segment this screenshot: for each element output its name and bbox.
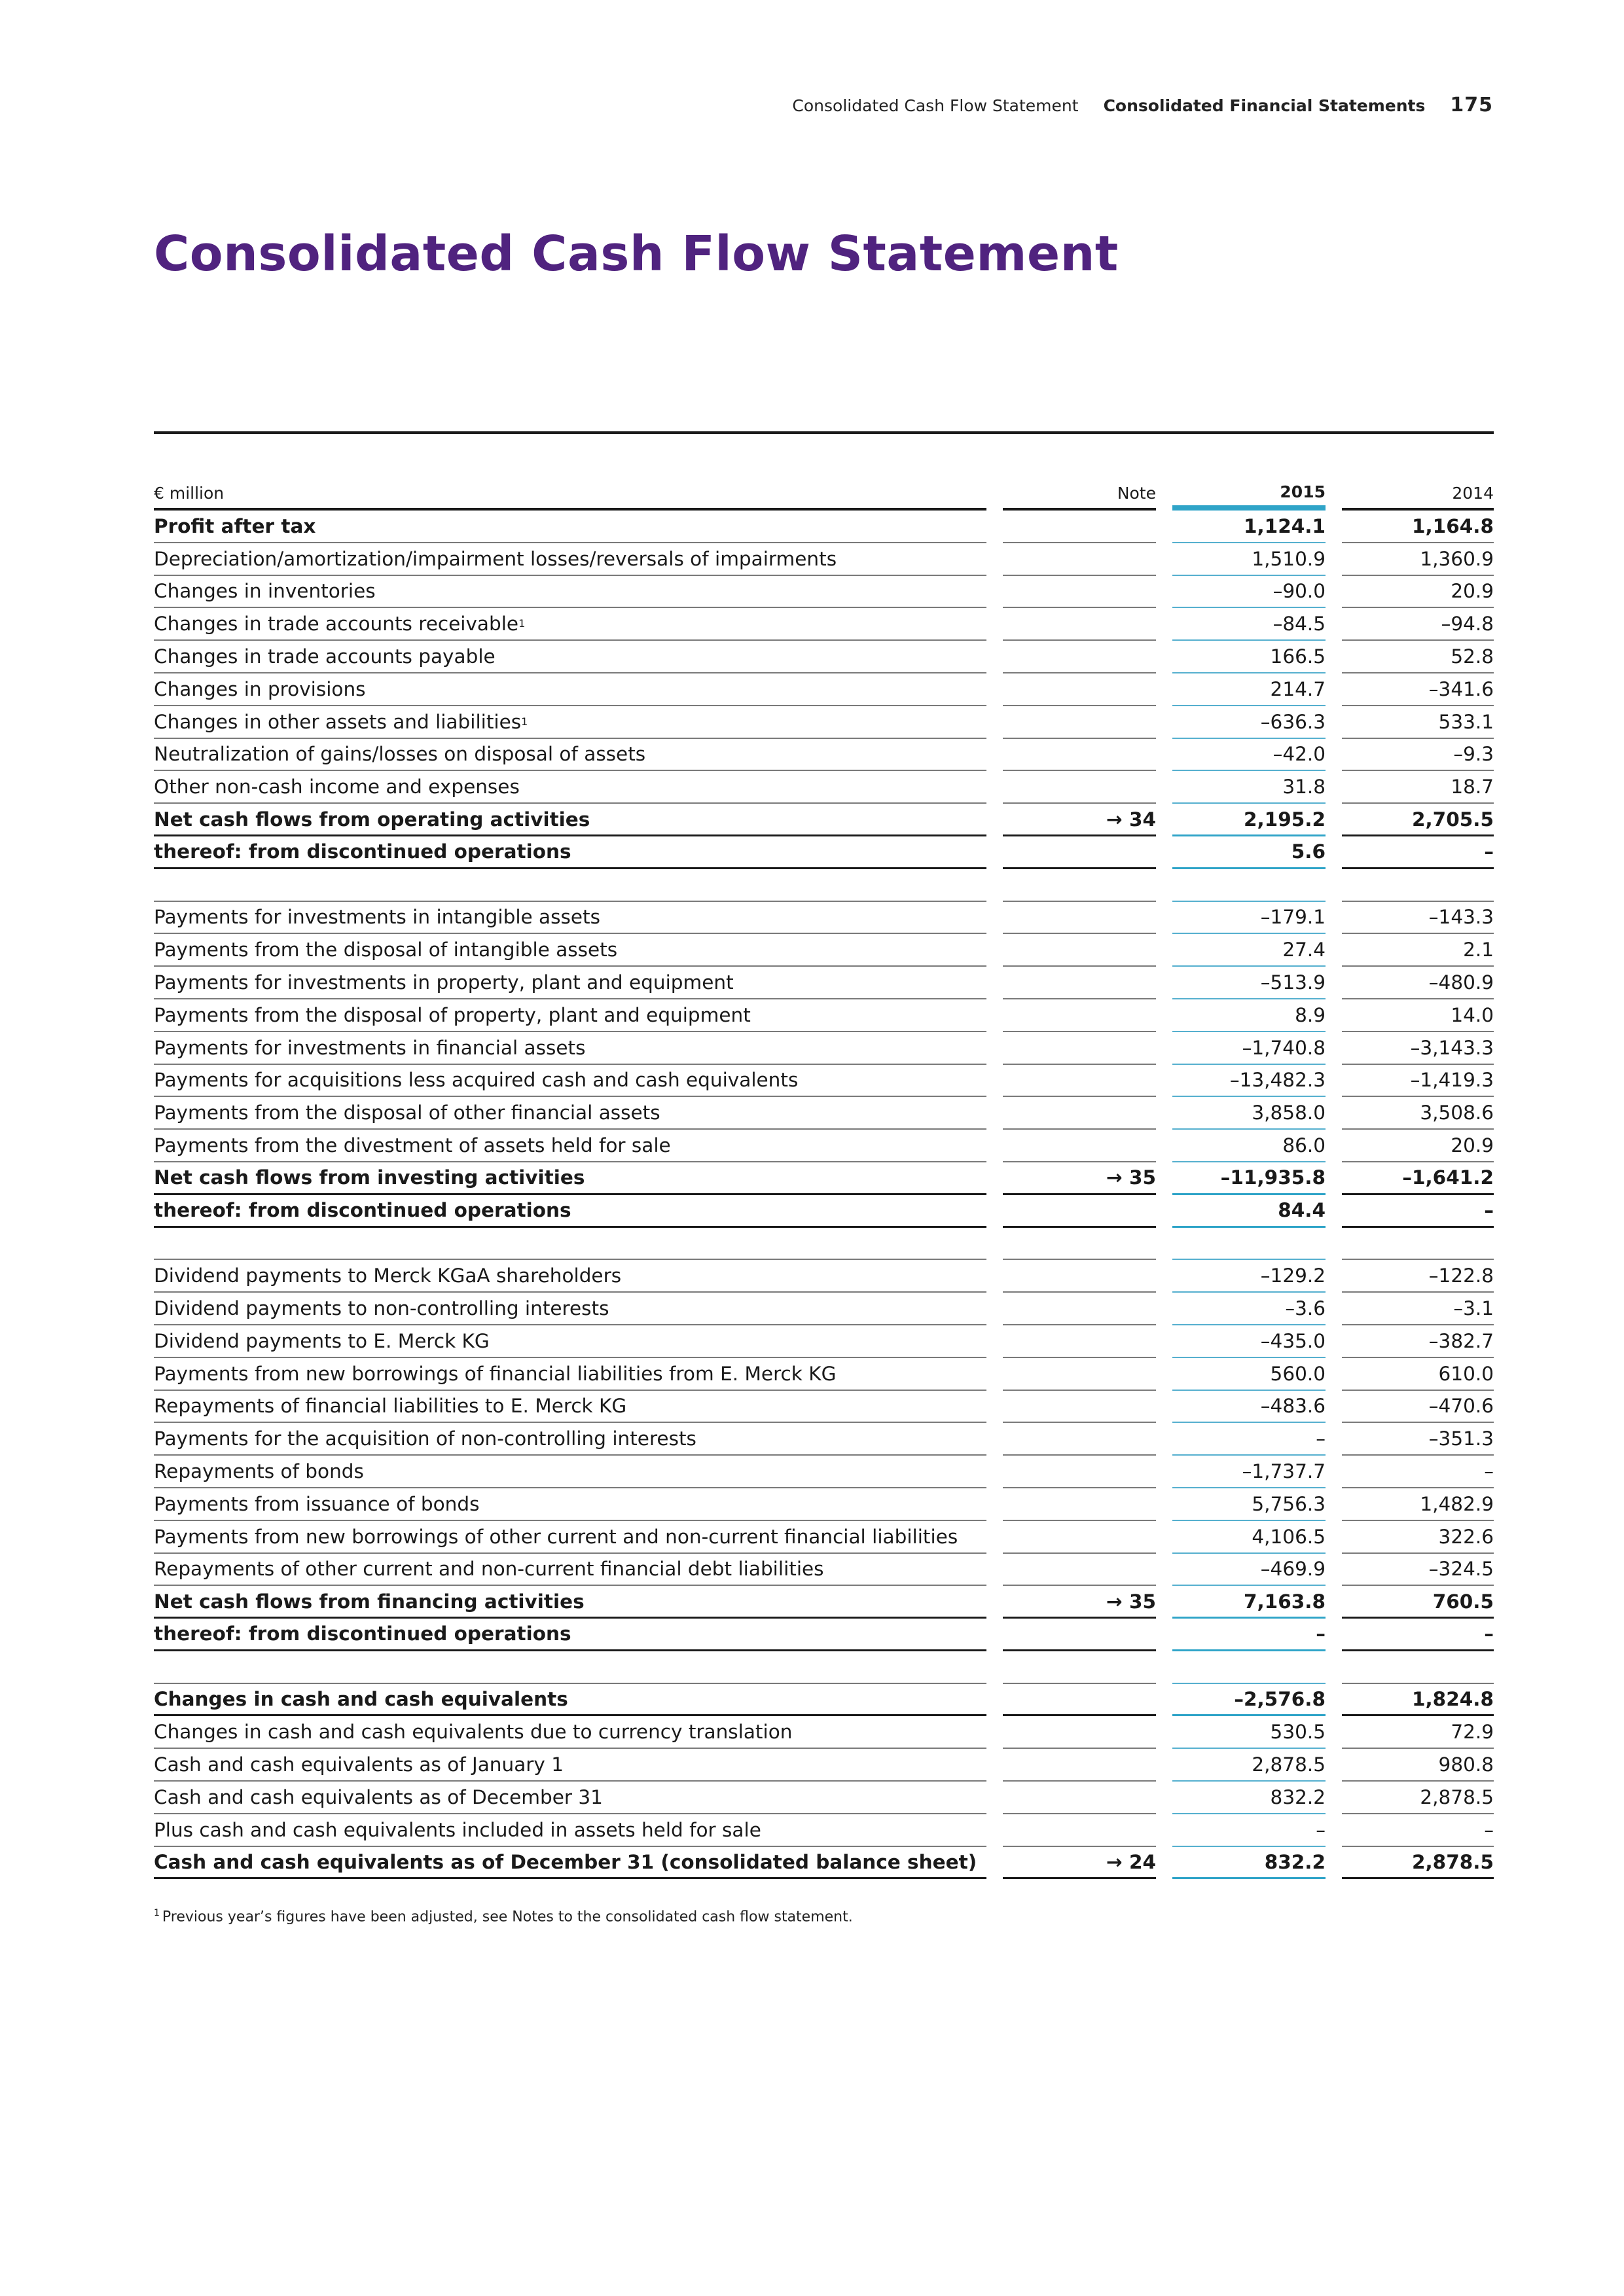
row-label-text: Payments for investments in intangible assets	[154, 906, 600, 929]
row-label	[154, 999, 986, 1032]
row-value-2014: 72.9	[1342, 1716, 1494, 1749]
row-value-2015: –	[1172, 1814, 1326, 1847]
row-label-text: Payments from the disposal of property, plant and equipment	[154, 1003, 751, 1026]
row-label	[154, 1162, 986, 1195]
row-value-2014: –1,641.2	[1342, 1162, 1494, 1195]
row-value-2014: –1,419.3	[1342, 1065, 1494, 1098]
table-row	[154, 673, 1494, 706]
table-row	[154, 1456, 1494, 1488]
row-label	[154, 1488, 986, 1521]
row-label-text: Dividend payments to non-controlling interests	[154, 1297, 609, 1320]
table-row	[154, 1032, 1494, 1065]
row-value-2014: –470.6	[1342, 1391, 1494, 1424]
row-value-2015	[1172, 1228, 1326, 1261]
row-label-text: Payments from the disposal of intangible assets	[154, 939, 618, 961]
cash-flow-table	[154, 478, 1494, 1879]
row-value-2014: –3,143.3	[1342, 1032, 1494, 1065]
row-note: → 34	[1003, 804, 1156, 836]
row-label	[154, 739, 986, 772]
row-label-text: Payments from new borrowings of other current and non-current financial liabilities	[154, 1525, 958, 1548]
row-note	[1003, 1456, 1156, 1488]
row-value-2014: 533.1	[1342, 706, 1494, 739]
row-label	[154, 1651, 986, 1684]
row-note	[1003, 1195, 1156, 1228]
footnote-mark: 1	[154, 1908, 160, 1918]
row-value-2015	[1172, 869, 1326, 902]
row-value-2014: 322.6	[1342, 1521, 1494, 1554]
table-row	[154, 641, 1494, 673]
row-value-2015: 2,878.5	[1172, 1749, 1326, 1782]
row-label	[154, 543, 986, 576]
row-note	[1003, 1684, 1156, 1717]
row-label	[154, 673, 986, 706]
header-note: Note	[1003, 478, 1156, 511]
row-label	[154, 836, 986, 869]
row-value-2014: 3,508.6	[1342, 1097, 1494, 1130]
row-value-2014: 1,360.9	[1342, 543, 1494, 576]
row-label	[154, 1814, 986, 1847]
running-header	[792, 94, 1493, 116]
table-row	[154, 1488, 1494, 1521]
table-row	[154, 739, 1494, 772]
row-note	[1003, 576, 1156, 609]
table-row	[154, 1619, 1494, 1651]
row-note	[1003, 771, 1156, 804]
row-label-text: Repayments of bonds	[154, 1460, 364, 1482]
row-value-2015: –42.0	[1172, 739, 1326, 772]
row-label-text: Cash and cash equivalents as of January 1	[154, 1753, 564, 1776]
row-label	[154, 1847, 986, 1880]
row-label	[154, 1032, 986, 1065]
row-value-2014: –143.3	[1342, 902, 1494, 935]
row-note	[1003, 1065, 1156, 1098]
row-label	[154, 511, 986, 543]
row-value-2014: 14.0	[1342, 999, 1494, 1032]
row-label	[154, 869, 986, 902]
row-label	[154, 1358, 986, 1391]
row-value-2015: –129.2	[1172, 1260, 1326, 1293]
row-note	[1003, 1716, 1156, 1749]
table-row	[154, 1293, 1494, 1325]
row-label	[154, 1456, 986, 1488]
row-value-2014: 52.8	[1342, 641, 1494, 673]
table-row	[154, 999, 1494, 1032]
table-row	[154, 1716, 1494, 1749]
row-value-2014: 760.5	[1342, 1586, 1494, 1619]
row-note	[1003, 1554, 1156, 1587]
row-value-2014: –	[1342, 836, 1494, 869]
row-label	[154, 1228, 986, 1261]
row-note	[1003, 1488, 1156, 1521]
row-note: → 35	[1003, 1586, 1156, 1619]
row-note	[1003, 1228, 1156, 1261]
table-row	[154, 804, 1494, 836]
row-label-text: thereof: from discontinued operations	[154, 840, 571, 863]
row-label-text: Payments from issuance of bonds	[154, 1492, 480, 1515]
row-note	[1003, 608, 1156, 641]
row-value-2015: –469.9	[1172, 1554, 1326, 1587]
row-note	[1003, 1260, 1156, 1293]
row-note	[1003, 1097, 1156, 1130]
row-label-text: Cash and cash equivalents as of December 31	[154, 1785, 603, 1808]
row-value-2015: –	[1172, 1619, 1326, 1651]
row-label-text: Changes in inventories	[154, 580, 376, 603]
row-value-2015: –179.1	[1172, 902, 1326, 935]
row-value-2014: –94.8	[1342, 608, 1494, 641]
row-label	[154, 902, 986, 935]
row-note	[1003, 1782, 1156, 1814]
table-row	[154, 1423, 1494, 1456]
row-label-text: Changes in trade accounts payable	[154, 645, 496, 668]
row-value-2015: 5,756.3	[1172, 1488, 1326, 1521]
row-label	[154, 1782, 986, 1814]
table-row	[154, 1391, 1494, 1424]
row-label-text: Plus cash and cash equivalents included in assets held for sale	[154, 1818, 761, 1841]
row-value-2015: 1,510.9	[1172, 543, 1326, 576]
row-label-text: Payments for acquisitions less acquired cash and cash equivalents	[154, 1069, 799, 1092]
row-value-2014: –9.3	[1342, 739, 1494, 772]
row-note	[1003, 1325, 1156, 1358]
row-value-2014: –	[1342, 1814, 1494, 1847]
row-value-2014: –382.7	[1342, 1325, 1494, 1358]
row-value-2015: 4,106.5	[1172, 1521, 1326, 1554]
row-value-2015: 3,858.0	[1172, 1097, 1326, 1130]
row-label-text: Repayments of other current and non-current financial debt liabilities	[154, 1558, 824, 1581]
row-value-2015: 832.2	[1172, 1847, 1326, 1880]
row-label-text: Net cash flows from investing activities	[154, 1166, 585, 1189]
row-label-text: Profit after tax	[154, 514, 316, 537]
row-value-2014	[1342, 1228, 1494, 1261]
row-label	[154, 1423, 986, 1456]
row-note	[1003, 1651, 1156, 1684]
row-label-text: Changes in other assets and liabilities	[154, 710, 522, 733]
row-label	[154, 1195, 986, 1228]
row-label	[154, 1749, 986, 1782]
row-label-text: Payments for investments in property, plant and equipment	[154, 971, 734, 994]
row-label	[154, 1391, 986, 1424]
row-label-text: Depreciation/amortization/impairment losses/reversals of impairments	[154, 547, 837, 570]
row-value-2015: 2,195.2	[1172, 804, 1326, 836]
row-note	[1003, 869, 1156, 902]
spacer-row	[154, 1651, 1494, 1684]
row-label-text: Payments from the divestment of assets held for sale	[154, 1134, 671, 1157]
row-value-2015: –636.3	[1172, 706, 1326, 739]
row-label-text: Payments for the acquisition of non-controlling interests	[154, 1427, 696, 1450]
row-value-2015: 8.9	[1172, 999, 1326, 1032]
row-value-2014: 2,705.5	[1342, 804, 1494, 836]
table-row	[154, 1782, 1494, 1814]
table-row	[154, 1521, 1494, 1554]
row-label	[154, 1260, 986, 1293]
header-year-2014: 2014	[1342, 478, 1494, 511]
row-value-2014: 610.0	[1342, 1358, 1494, 1391]
row-label-text: Neutralization of gains/losses on disposal of assets	[154, 743, 646, 766]
row-value-2014: –122.8	[1342, 1260, 1494, 1293]
row-value-2014: 2,878.5	[1342, 1782, 1494, 1814]
row-label	[154, 804, 986, 836]
row-value-2014: 2,878.5	[1342, 1847, 1494, 1880]
row-label-text: Other non-cash income and expenses	[154, 776, 520, 798]
row-value-2014: –324.5	[1342, 1554, 1494, 1587]
row-label	[154, 771, 986, 804]
row-value-2015	[1172, 1651, 1326, 1684]
row-note	[1003, 902, 1156, 935]
table-row	[154, 1684, 1494, 1717]
row-value-2014: 20.9	[1342, 576, 1494, 609]
row-value-2014: –	[1342, 1195, 1494, 1228]
row-label	[154, 1293, 986, 1325]
row-note: → 24	[1003, 1847, 1156, 1880]
row-value-2015: –483.6	[1172, 1391, 1326, 1424]
row-note	[1003, 967, 1156, 999]
row-label-text: Cash and cash equivalents as of December 31 (consolidated balance sheet)	[154, 1851, 977, 1874]
row-note: → 35	[1003, 1162, 1156, 1195]
row-note	[1003, 641, 1156, 673]
row-value-2015: –11,935.8	[1172, 1162, 1326, 1195]
row-value-2014: –351.3	[1342, 1423, 1494, 1456]
row-value-2015: –1,737.7	[1172, 1456, 1326, 1488]
row-note	[1003, 836, 1156, 869]
row-value-2015: 27.4	[1172, 934, 1326, 967]
row-value-2015: –13,482.3	[1172, 1065, 1326, 1098]
row-label-text: Payments from the disposal of other financial assets	[154, 1102, 660, 1124]
table-row	[154, 511, 1494, 543]
footnote	[154, 1908, 853, 1925]
table-row	[154, 706, 1494, 739]
table-row	[154, 1325, 1494, 1358]
table-row	[154, 576, 1494, 609]
row-label-text: Net cash flows from operating activities	[154, 808, 590, 831]
spacer-row	[154, 1228, 1494, 1261]
row-note	[1003, 1749, 1156, 1782]
row-value-2015: –513.9	[1172, 967, 1326, 999]
table-row	[154, 1097, 1494, 1130]
top-rule	[154, 431, 1494, 434]
row-note	[1003, 1423, 1156, 1456]
row-note	[1003, 1293, 1156, 1325]
row-note	[1003, 1391, 1156, 1424]
row-value-2014: 2.1	[1342, 934, 1494, 967]
row-note	[1003, 999, 1156, 1032]
table-row	[154, 836, 1494, 869]
row-label	[154, 1554, 986, 1587]
row-value-2014: –3.1	[1342, 1293, 1494, 1325]
row-label	[154, 1619, 986, 1651]
row-label	[154, 1586, 986, 1619]
row-label-text: Changes in cash and cash equivalents	[154, 1688, 568, 1711]
row-value-2015: 5.6	[1172, 836, 1326, 869]
table-row	[154, 1162, 1494, 1195]
table-row	[154, 967, 1494, 999]
row-value-2014: –480.9	[1342, 967, 1494, 999]
row-value-2015: 1,124.1	[1172, 511, 1326, 543]
row-note	[1003, 1358, 1156, 1391]
row-label	[154, 1065, 986, 1098]
row-value-2014: 20.9	[1342, 1130, 1494, 1162]
row-label	[154, 641, 986, 673]
row-note	[1003, 1130, 1156, 1162]
row-value-2015: –2,576.8	[1172, 1684, 1326, 1717]
row-label: Changes in other assets and liabilities 1	[154, 706, 986, 739]
table-row	[154, 1586, 1494, 1619]
row-label	[154, 576, 986, 609]
table-row	[154, 1847, 1494, 1880]
running-header-chapter: Consolidated Financial Statements	[1103, 96, 1426, 115]
row-value-2014	[1342, 1651, 1494, 1684]
row-label-text: Changes in trade accounts receivable	[154, 613, 519, 636]
row-label	[154, 1521, 986, 1554]
table-row	[154, 1195, 1494, 1228]
row-value-2015: 560.0	[1172, 1358, 1326, 1391]
header-year-2015: 2015	[1172, 478, 1326, 511]
row-value-2015: 84.4	[1172, 1195, 1326, 1228]
row-value-2014: –341.6	[1342, 673, 1494, 706]
table-header-row	[154, 478, 1494, 511]
row-value-2015: 31.8	[1172, 771, 1326, 804]
row-value-2014	[1342, 869, 1494, 902]
row-value-2015: 530.5	[1172, 1716, 1326, 1749]
table-row	[154, 934, 1494, 967]
row-label	[154, 1716, 986, 1749]
row-label-text: Payments from new borrowings of financial liabilities from E. Merck KG	[154, 1362, 837, 1385]
table-row	[154, 608, 1494, 641]
row-label	[154, 934, 986, 967]
table-row	[154, 771, 1494, 804]
row-label-text: Repayments of financial liabilities to E. Merck KG	[154, 1395, 627, 1418]
table-row	[154, 1814, 1494, 1847]
row-note	[1003, 673, 1156, 706]
row-value-2014: 980.8	[1342, 1749, 1494, 1782]
row-note	[1003, 1032, 1156, 1065]
row-label-text: Payments for investments in financial assets	[154, 1036, 586, 1059]
table-row	[154, 1749, 1494, 1782]
row-note	[1003, 934, 1156, 967]
row-label-text: thereof: from discontinued operations	[154, 1199, 571, 1222]
row-value-2015: 166.5	[1172, 641, 1326, 673]
table-row	[154, 1065, 1494, 1098]
table-row	[154, 543, 1494, 576]
row-value-2015: –	[1172, 1423, 1326, 1456]
row-note	[1003, 706, 1156, 739]
row-value-2015: 7,163.8	[1172, 1586, 1326, 1619]
row-label-text: Changes in provisions	[154, 677, 366, 700]
row-label-text: Changes in cash and cash equivalents due to currency translation	[154, 1721, 793, 1744]
row-value-2015: 832.2	[1172, 1782, 1326, 1814]
row-note	[1003, 1619, 1156, 1651]
table-row	[154, 1554, 1494, 1587]
table-body	[154, 511, 1494, 1879]
row-value-2014: –	[1342, 1456, 1494, 1488]
row-note	[1003, 1814, 1156, 1847]
row-label-text: thereof: from discontinued operations	[154, 1623, 571, 1645]
row-value-2014: –	[1342, 1619, 1494, 1651]
table-row	[154, 1358, 1494, 1391]
row-note	[1003, 1521, 1156, 1554]
row-label	[154, 1130, 986, 1162]
row-value-2014: 1,164.8	[1342, 511, 1494, 543]
row-value-2014: 1,824.8	[1342, 1684, 1494, 1717]
table-row	[154, 902, 1494, 935]
row-value-2015: –3.6	[1172, 1293, 1326, 1325]
row-label-text: Dividend payments to Merck KGaA shareholders	[154, 1265, 622, 1287]
row-value-2015: 86.0	[1172, 1130, 1326, 1162]
row-value-2015: –435.0	[1172, 1325, 1326, 1358]
spacer-row	[154, 869, 1494, 902]
page-number: 175	[1450, 94, 1493, 117]
row-label	[154, 1684, 986, 1717]
row-value-2015: –84.5	[1172, 608, 1326, 641]
row-value-2015: 214.7	[1172, 673, 1326, 706]
row-label-text: Dividend payments to E. Merck KG	[154, 1329, 490, 1352]
running-header-section: Consolidated Cash Flow Statement	[792, 96, 1079, 115]
header-unit: € million	[154, 478, 986, 511]
row-note	[1003, 543, 1156, 576]
row-label: Changes in trade accounts receivable 1	[154, 608, 986, 641]
row-label	[154, 1097, 986, 1130]
table-row	[154, 1260, 1494, 1293]
row-label-text: Net cash flows from financing activities	[154, 1590, 585, 1613]
page-title: Consolidated Cash Flow Statement	[154, 226, 1119, 282]
row-label	[154, 967, 986, 999]
row-note	[1003, 739, 1156, 772]
row-note	[1003, 511, 1156, 543]
footnote-text: Previous year’s figures have been adjusted, see Notes to the consolidated cash flow statement.	[162, 1909, 853, 1926]
row-value-2014: 18.7	[1342, 771, 1494, 804]
row-value-2014: 1,482.9	[1342, 1488, 1494, 1521]
row-value-2015: –90.0	[1172, 576, 1326, 609]
row-value-2015: –1,740.8	[1172, 1032, 1326, 1065]
table-row	[154, 1130, 1494, 1162]
row-label	[154, 1325, 986, 1358]
